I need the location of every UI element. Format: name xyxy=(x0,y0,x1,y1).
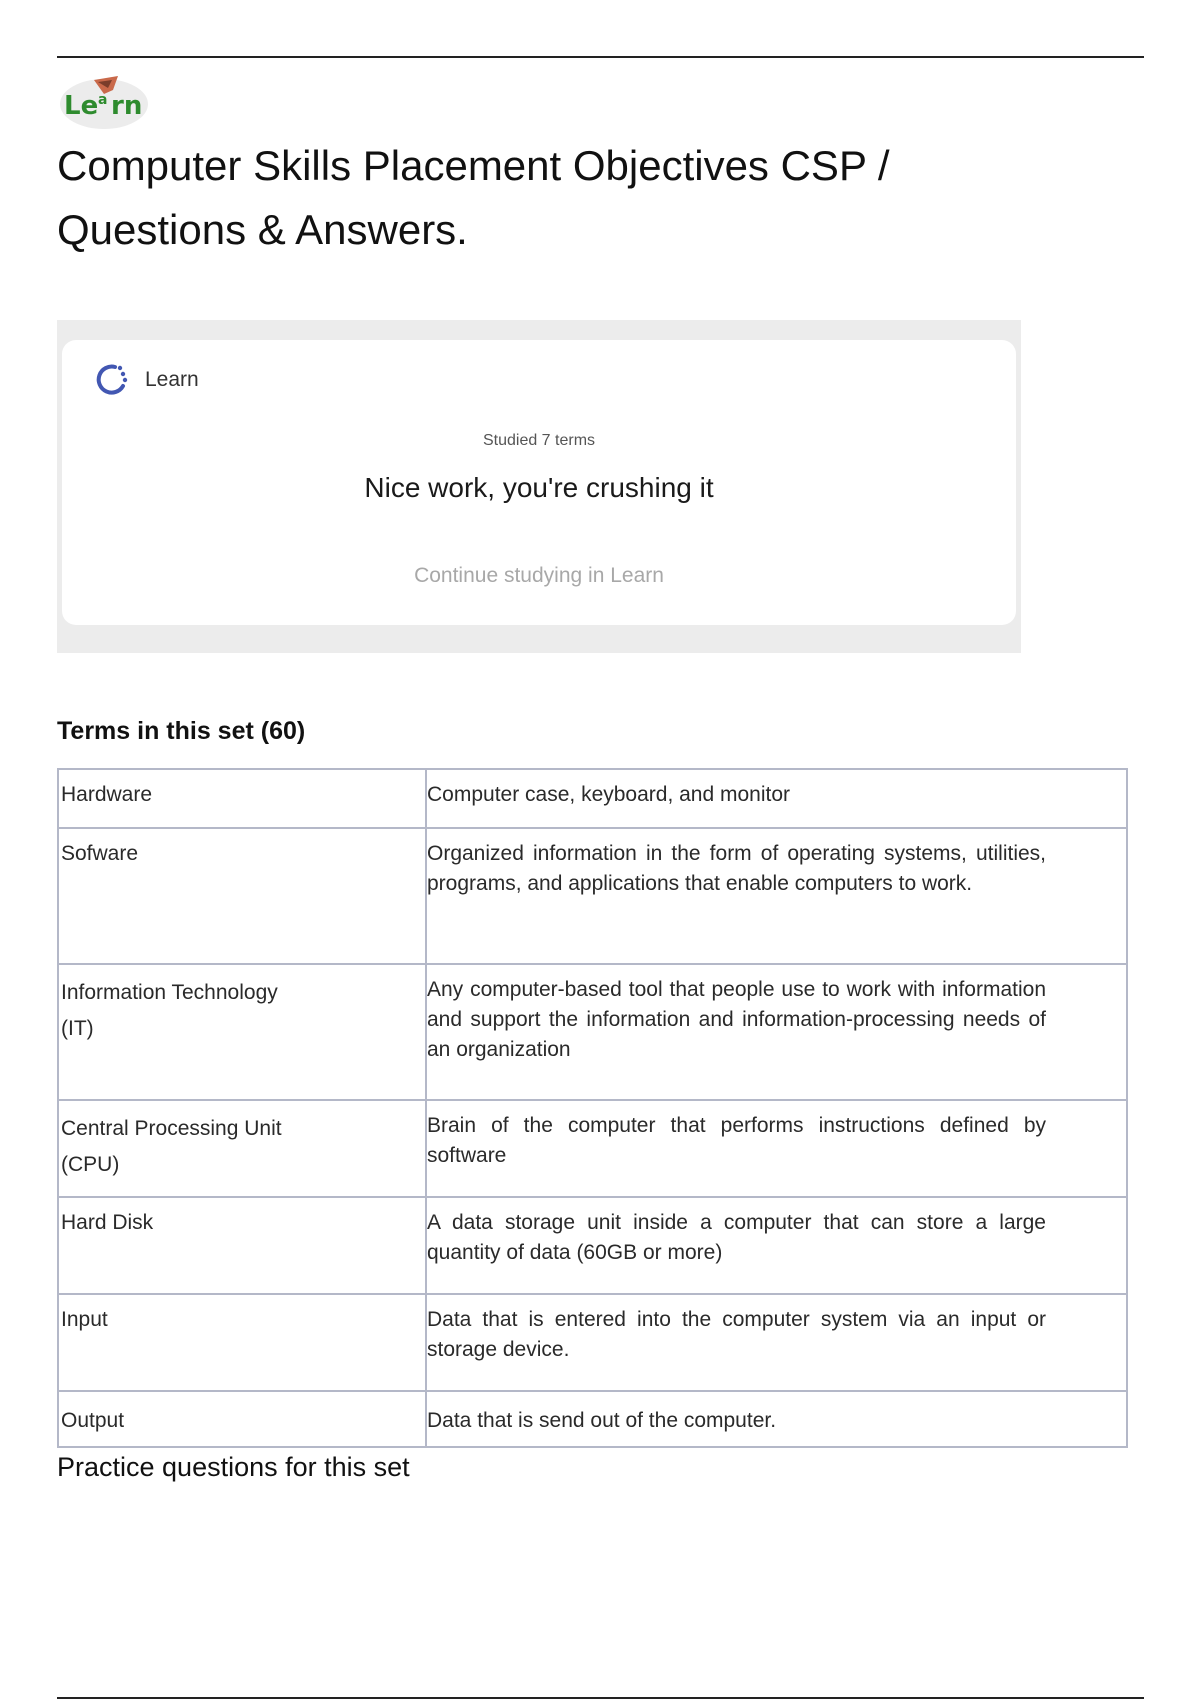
learn-progress-icon xyxy=(93,362,129,396)
terms-table xyxy=(57,768,1128,1448)
term-cell: Input xyxy=(58,1294,426,1391)
svg-text:a: a xyxy=(98,92,108,108)
top-rule xyxy=(57,56,1144,58)
table-row xyxy=(58,1294,1127,1391)
definition-cell: A data storage unit inside a computer that can store a large quantity of data (60GB or more) xyxy=(426,1197,1127,1294)
definition-cell: Data that is send out of the computer. xyxy=(426,1391,1127,1447)
svg-text:Le: Le xyxy=(64,91,99,121)
page-title xyxy=(57,134,1057,262)
term-cell: Central Processing Unit (CPU) xyxy=(58,1100,426,1197)
table-row xyxy=(58,964,1127,1100)
learn-card xyxy=(62,340,1016,625)
learn-panel xyxy=(57,320,1021,653)
title-line-1: Computer Skills Placement Objectives CSP / xyxy=(57,142,890,189)
table-row xyxy=(58,828,1127,964)
term-cell: Hard Disk xyxy=(58,1197,426,1294)
continue-studying-link[interactable]: Continue studying in Learn xyxy=(414,564,664,587)
bottom-rule xyxy=(57,1697,1144,1699)
practice-heading: Practice questions for this set xyxy=(57,1452,410,1482)
terms-heading: Terms in this set (60) xyxy=(57,717,306,745)
table-row xyxy=(58,769,1127,828)
term-cell: Information Technology (IT) xyxy=(58,964,426,1100)
table-row xyxy=(58,1391,1127,1447)
svg-text:rn: rn xyxy=(111,91,143,121)
definition-cell: Data that is entered into the computer system via an input or storage device. xyxy=(426,1294,1127,1391)
studied-count: Studied 7 terms xyxy=(482,432,596,449)
definition-cell: Brain of the computer that performs instructions defined by software xyxy=(426,1100,1127,1197)
term-cell: Hardware xyxy=(58,769,426,828)
learn-label: Learn xyxy=(145,368,199,391)
learn-logo-icon xyxy=(58,72,154,130)
title-line-2: Questions & Answers. xyxy=(57,206,468,253)
term-cell: Output xyxy=(58,1391,426,1447)
definition-cell: Any computer-based tool that people use to work with information and support the information and information-processing needs of an organization xyxy=(426,964,1127,1100)
definition-cell: Organized information in the form of operating systems, utilities, programs, and applications that enable computers to work. xyxy=(426,828,1127,964)
table-row xyxy=(58,1100,1127,1197)
definition-cell: Computer case, keyboard, and monitor xyxy=(426,769,1127,828)
table-row xyxy=(58,1197,1127,1294)
term-cell: Sofware xyxy=(58,828,426,964)
encouragement-message: Nice work, you're crushing it xyxy=(364,472,714,503)
